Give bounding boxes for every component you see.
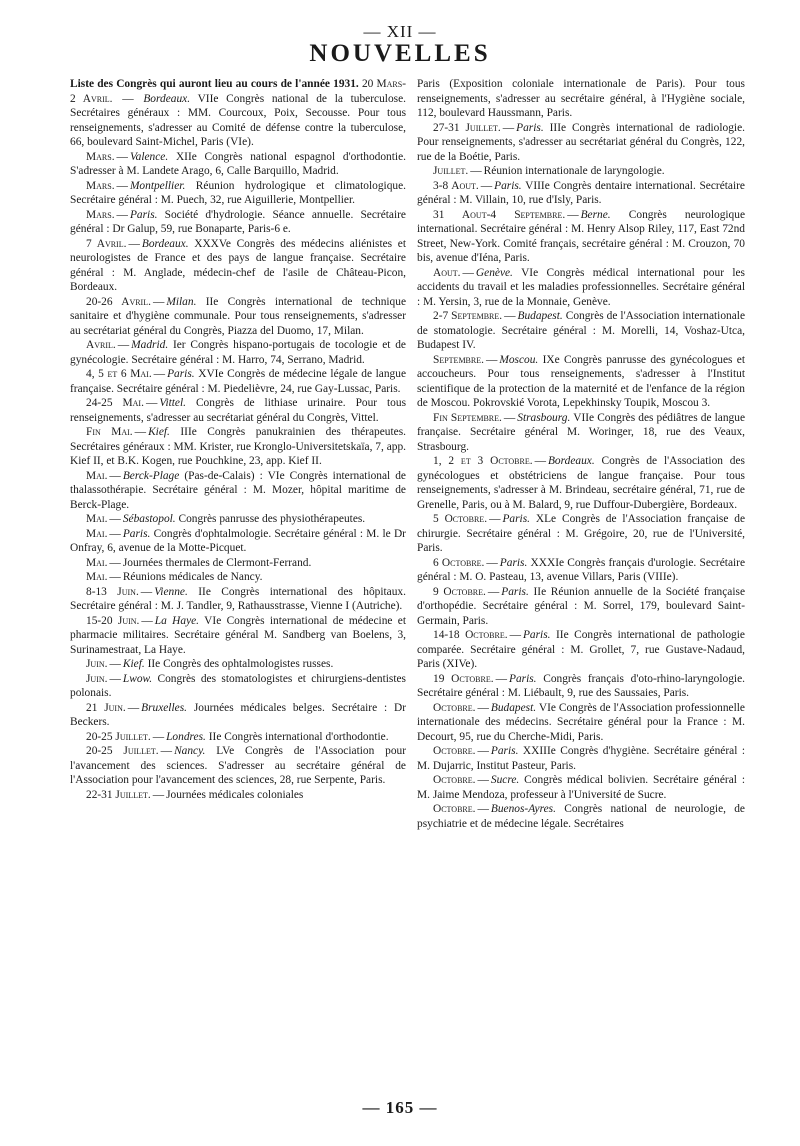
- separator: —: [160, 745, 173, 757]
- entry-city: Paris.: [129, 208, 158, 221]
- entry-text: Journées médicales belges. Secrétaire : Dr Beckers.: [70, 701, 406, 728]
- separator: —: [109, 527, 121, 540]
- entry-text: IIe Congrès des ophtalmologistes russes.: [147, 658, 334, 670]
- entry-text: Congrès panrusse des physiothérapeutes.: [178, 513, 366, 525]
- entry-city: Budapest.: [517, 310, 563, 322]
- separator: —: [153, 368, 166, 380]
- separator: —: [117, 339, 130, 351]
- congress-entry: [70, 657, 406, 672]
- congress-entry: [417, 802, 745, 831]
- entry-text: VIe Congrès médical international pour les accidents du travail et les maladies professionnelles. Secrétaire général : M. Yersin, 3, rue de la Monnaie, Genève.: [417, 266, 745, 308]
- entry-text: Congrès médical bolivien. Secrétaire général : M. Jaime Mendoza, professeur à l'Université de Sucre.: [417, 774, 745, 801]
- separator: —: [504, 310, 516, 322]
- entry-city: Madrid.: [131, 339, 169, 351]
- separator: —: [485, 353, 498, 366]
- entry-city: Kief.: [122, 658, 145, 670]
- entry-date: Fin Mai.: [86, 426, 133, 438]
- entry-date: 27-31 Juillet.: [433, 121, 501, 134]
- entry-date: Mai.: [86, 527, 108, 540]
- congress-entry: [70, 295, 406, 339]
- congress-entry: [417, 121, 745, 165]
- page-number: — 165 —: [362, 1098, 438, 1117]
- entry-text: VIe Congrès de l'Association professionnelle internationale des médecins. Secrétaire général pour la France : M. Decourt, 95, rue du Cherche-Midi, Paris.: [417, 701, 745, 743]
- entry-text: IIIe Congrès international de radiologie. Pour renseignements, s'adresser au secrétariat général du Congrès, 122, rue de la Boétie, Paris.: [417, 121, 745, 163]
- entry-text: LVe Congrès de l'Association pour l'avancement des sciences. S'adresser au secrétaire général de l'Association pour l'avancement des sciences, 28, rue Serpente, Paris.: [70, 745, 406, 786]
- congress-entry: [70, 338, 406, 367]
- congress-entry: [417, 701, 745, 745]
- congress-entry: [417, 454, 745, 512]
- entry-date: Avril.: [86, 339, 116, 351]
- congress-entry: [70, 150, 406, 179]
- entry-date: Juillet.: [433, 165, 469, 177]
- entry-date: 20 Mars-2 Avril.: [70, 78, 406, 105]
- congress-entry: [70, 179, 406, 208]
- entry-text: IIe Réunion annuelle de la Société française d'orthopédie. Secrétaire général : M. Sorrel, 179, boulevard Saint-Germain, Paris.: [417, 585, 745, 627]
- congress-entry: [70, 512, 406, 527]
- entry-text: XXXIe Congrès français d'urologie. Secrétaire général : M. O. Pasteau, 13, avenue Villars, Paris (VIIIe).: [417, 556, 746, 583]
- congress-entry: [417, 744, 745, 773]
- congress-entry: [70, 585, 406, 614]
- separator: —: [127, 701, 140, 714]
- entry-city: La Haye.: [154, 614, 200, 627]
- entry-city: Sébastopol.: [122, 513, 176, 525]
- separator: —: [152, 788, 165, 801]
- entry-city: Paris.: [167, 368, 195, 380]
- entry-date: 20-26 Avril.: [86, 295, 151, 308]
- separator: —: [477, 745, 489, 757]
- entry-city: Paris.: [494, 179, 522, 192]
- entry-city: Bruxelles.: [141, 701, 187, 714]
- entry-city: Londres.: [166, 730, 206, 743]
- separator: —: [116, 179, 128, 192]
- entry-text: VIe Congrès international de médecine et pharmacie militaires. Secrétaire général M. Sandberg van Boelens, 3, Surinamestraat, La Haye.: [70, 614, 407, 656]
- congress-entry: [70, 744, 406, 788]
- entry-city: Bordeaux.: [143, 92, 191, 105]
- entry-city: Paris.: [522, 629, 551, 641]
- separator: —: [109, 658, 121, 670]
- entry-text: IIe Congrès international de technique sanitaire et d'hygiène communale. Pour tous renseignements, s'adresser au secrétariat général du Congrès, Piazza del Duomo, 17, Milan.: [70, 295, 407, 337]
- entry-date: 31 Aout-4 Septembre.: [433, 208, 566, 221]
- entry-text: Congrès neurologique international. Secrétaire général : M. Henry Alsop Riley, 117, East 72nd Street, New-York. Comité français, secrétaire général : M. Crouzon, 70 bis, avenue d'Iéna, Paris.: [417, 208, 745, 264]
- separator: —: [140, 585, 153, 598]
- separator: —: [502, 121, 515, 134]
- entry-date: Octobre.: [433, 803, 476, 815]
- entry-text: Réunion internationale de laryngologie.: [483, 165, 665, 177]
- entry-text: XLe Congrès de l'Association française de chirurgie. Secrétaire général : M. Grégoire, 20, rue de l'Université, Paris.: [417, 513, 746, 554]
- entry-city: Bordeaux.: [141, 237, 189, 250]
- entry-date: 14-18 Octobre.: [433, 629, 508, 641]
- entry-date: Mars.: [86, 208, 115, 221]
- entry-text: IIIe Congrès panukrainien des thérapeutes. Secrétaires généraux : MM. Krister, rue Kronglo-Universitetskaïa, 7, app. Kief II, et B.K. Kogen, rue Pouchkine, 23, app. Kief II.: [70, 426, 406, 467]
- entry-text: Congrès de lithiase urinaire. Pour tous renseignements, s'adresser au secrétariat général du Congrès, Vittel.: [70, 397, 407, 424]
- entry-text: XVIe Congrès de médecine légale de langue française. Secrétaire général : M. Piedelièvre, 24, rue Gay-Lussac, Paris.: [70, 368, 407, 395]
- entry-text: IXe Congrès panrusse des gynécologues et accoucheurs. Pour tous renseignements, s'adresser à l'Institut scientifique de la protection de la maternité et de l'enfance de la région de Moscou. Pokrovskié Vorota, Lepekhinsky Toupik, Moscou 3.: [417, 353, 745, 409]
- congress-entry: [417, 411, 745, 455]
- entry-city: Paris.: [508, 672, 537, 685]
- entry-text: Congrès d'ophtalmologie. Secrétaire général : M. le Dr Onfray, 6, avenue de la Motte-Picquet.: [70, 527, 406, 554]
- entry-city: Paris.: [501, 585, 529, 598]
- entry-date: 21 Juin.: [86, 701, 126, 714]
- entry-date: Octobre.: [433, 701, 476, 714]
- congress-entry: [417, 266, 745, 310]
- congress-entry: [70, 672, 406, 701]
- entry-text: IIe Congrès international des hôpitaux. Secrétaire général : M. J. Tandler, 9, Rathausstrasse, Vienne I (Autriche).: [70, 585, 406, 612]
- congress-entry: [70, 208, 406, 237]
- entry-city: Strasbourg.: [517, 411, 571, 424]
- entry-text: XXIIIe Congrès d'hygiène. Secrétaire général : M. Dujarric, Institut Pasteur, Paris.: [417, 745, 745, 772]
- congress-entry: [70, 396, 406, 425]
- separator: —: [109, 556, 121, 569]
- entry-date: 8-13 Juin.: [86, 585, 139, 598]
- entry-city: Paris.: [499, 556, 528, 569]
- entry-date: 9 Octobre.: [433, 585, 486, 598]
- entry-date: Septembre.: [433, 353, 484, 366]
- entry-city: Bordeaux.: [547, 455, 595, 467]
- separator: —: [477, 774, 489, 786]
- separator: —: [116, 208, 128, 221]
- entry-date: 3-8 Aout.: [433, 179, 479, 192]
- entry-date: 1, 2 et 3 Octobre.: [433, 455, 533, 467]
- entry-city: Nancy.: [174, 745, 206, 757]
- right-column: [417, 77, 745, 831]
- congress-entry: [70, 425, 406, 469]
- congress-entry: [417, 179, 745, 208]
- entry-date: 7 Avril.: [86, 237, 127, 250]
- left-entry-list: [70, 150, 406, 803]
- congress-entry: [70, 570, 406, 585]
- entry-text: Journées médicales coloniales: [166, 788, 304, 801]
- separator: —: [509, 629, 521, 641]
- separator: —: [141, 614, 153, 627]
- entry-text: Ier Congrès hispano-portugais de tocologie et de gynécologie. Secrétaire général : M. Harro, 74, Serrano, Madrid.: [70, 339, 406, 366]
- separator: —: [503, 411, 516, 424]
- congress-entry: [70, 614, 406, 658]
- entry-text: Congrès français d'oto-rhino-laryngologie. Secrétaire général : M. Liébault, 9, rue des Saussaies, Paris.: [417, 672, 745, 699]
- entry-text: Congrès de l'Association des gynécologues et obstétriciens de langue française. Pour tous renseignements, s'adresser à M. Brindeau, secrétaire général, 71, rue de Grenelle, Paris, ou à M. Balard, 9, rue Duffour-Dubergière, Bordeaux.: [417, 455, 745, 511]
- separator: —: [109, 571, 121, 583]
- congress-entry: [417, 628, 745, 672]
- separator: —: [152, 295, 165, 308]
- entry-text: Réunion hydrologique et climatologique. Secrétaire général : M. Puech, 32, rue Aiguillerie, Montpellier.: [70, 179, 406, 206]
- entry-date: Aout.: [433, 266, 461, 279]
- separator: —: [489, 513, 501, 525]
- congress-entry: [417, 585, 745, 629]
- entry-date: Mai.: [86, 513, 108, 525]
- entry-date: 19 Octobre.: [433, 672, 494, 685]
- page-title: NOUVELLES: [309, 40, 491, 67]
- congress-entry: [70, 527, 406, 556]
- entry-date: Octobre.: [433, 745, 476, 757]
- congress-entry: [417, 208, 745, 266]
- congress-entry: [70, 788, 406, 803]
- entry-date: 5 Octobre.: [433, 513, 488, 525]
- congress-entry: [70, 469, 406, 513]
- congress-entry: [417, 512, 745, 556]
- congress-entry: [417, 773, 745, 802]
- entry-city: Vittel.: [159, 397, 187, 409]
- separator: —: [534, 455, 546, 467]
- left-column: [70, 77, 406, 802]
- congress-entry: [70, 730, 406, 745]
- entry-text: VIIe Congrès national de la tuberculose. Secrétaires généraux : MM. Courcoux, Poix, Secousse. Pour tous renseignements, s'adresser au Comité de défense contre la tuberculose, 66, boulevard Saint-Michel, Paris (VIe).: [70, 92, 406, 148]
- congress-entry: [417, 309, 745, 353]
- separator: —: [480, 179, 493, 192]
- intro-entry: [70, 77, 406, 150]
- entry-city: Paris.: [502, 513, 530, 525]
- entry-text: Congrès des stomatologistes et chirurgiens-dentistes polonais.: [70, 672, 406, 699]
- entry-city: Moscou.: [499, 353, 539, 366]
- congress-entry: [70, 701, 406, 730]
- entry-text: IIe Congrès international d'orthodontie.: [208, 730, 389, 743]
- separator: —: [495, 672, 507, 685]
- entry-date: Mai.: [86, 556, 108, 569]
- congress-entry: [70, 367, 406, 396]
- separator: —: [477, 803, 489, 815]
- entry-text: IIe Congrès international de pathologie comparée. Secrétaire général : M. Grollet, 7, rue Gustave-Nadaud, Paris (XIVe).: [417, 629, 745, 670]
- entry-date: Juin.: [86, 658, 108, 670]
- entry-date: Mars.: [86, 179, 115, 192]
- entry-city: Paris.: [122, 527, 151, 540]
- entry-text: XXXVe Congrès des médecins aliénistes et neurologistes de France et des pays de langue française. Secrétaire général : M. Anglade, médecin-chef de l'asile de Château-Picon, Bordeaux.: [70, 237, 406, 293]
- separator: —: [109, 469, 121, 482]
- separator: —: [477, 701, 489, 714]
- congress-entry: [417, 556, 745, 585]
- intro-heading: Liste des Congrès qui auront lieu au cours de l'année 1931.: [70, 78, 359, 90]
- separator: —: [470, 165, 482, 177]
- entry-date: Mai.: [86, 469, 108, 482]
- entry-city: Valence.: [129, 150, 169, 163]
- entry-date: 15-20 Juin.: [86, 614, 140, 627]
- congress-entry: [417, 353, 745, 411]
- separator: —: [128, 237, 140, 250]
- entry-text: VIIe Congrès des pédiâtres de langue française. Secrétaire général M. Woringer, 18, rue des Veaux, Strasbourg.: [417, 411, 745, 453]
- entry-city: Montpellier.: [129, 179, 186, 192]
- entry-city: Kief.: [148, 426, 170, 438]
- entry-date: 20-25 Juillet.: [86, 730, 151, 743]
- entry-date: Mai.: [86, 571, 108, 583]
- congress-entry: [70, 556, 406, 571]
- entry-text: Congrès national de neurologie, de psychiatrie et de médecine légale. Secrétaires: [417, 803, 745, 830]
- entry-date: Mars.: [86, 150, 115, 163]
- entry-city: Vienne.: [154, 585, 188, 598]
- entry-text: VIIIe Congrès dentaire international. Secrétaire général : M. Villain, 10, rue d'Isly, Paris.: [417, 179, 745, 206]
- entry-date: Juin.: [86, 672, 108, 685]
- entry-date: Fin Septembre.: [433, 411, 502, 424]
- continued-entry: Paris (Exposition coloniale internationale de Paris). Pour tous renseignements, s'adresser au secrétaire général, à l'Hygiène sociale, 112, boulevard Haussmann, Paris.: [417, 78, 745, 119]
- entry-date: 4, 5 et 6 Mai.: [86, 368, 152, 380]
- entry-city: Paris.: [516, 121, 544, 134]
- separator: —: [567, 208, 579, 221]
- separator: —: [487, 585, 500, 598]
- roman-page-number: — XII —: [363, 22, 437, 41]
- separator: —: [134, 426, 147, 438]
- entry-city: Sucre.: [490, 774, 520, 786]
- separator: —: [486, 556, 498, 569]
- separator: —: [152, 730, 165, 743]
- entry-city: Paris.: [490, 745, 519, 757]
- entry-date: 22-31 Juillet.: [86, 788, 151, 801]
- entry-text: Congrès de l'Association internationale de stomatologie. Secrétaire général : M. Morelli, 14, Voshaz-Utca, Budapest IV.: [417, 310, 745, 351]
- entry-date: 6 Octobre.: [433, 556, 485, 569]
- entry-text: Société d'hydrologie. Séance annuelle. Secrétaire général : Dr Galup, 59, rue Bonaparte, Paris-6 e.: [70, 208, 406, 235]
- separator: —: [462, 266, 474, 279]
- entry-city: Milan.: [166, 295, 197, 308]
- entry-date: Octobre.: [433, 774, 476, 786]
- congress-entry: [417, 164, 745, 179]
- entry-date: 24-25 Mai.: [86, 397, 144, 409]
- entry-city: Lwow.: [122, 672, 153, 685]
- right-entry-list: [417, 121, 745, 832]
- entry-text: (Pas-de-Calais) : VIe Congrès international de thalassothérapie. Secrétaire général : M. Mozer, hôpital maritime de Berck-Plage.: [70, 469, 406, 511]
- separator: —: [145, 397, 158, 409]
- entry-city: Buenos-Ayres.: [490, 803, 556, 815]
- entry-text: Journées thermales de Clermont-Ferrand.: [122, 556, 312, 569]
- congress-entry: [70, 237, 406, 295]
- entry-text: XIIe Congrès national espagnol d'orthodontie. S'adresser à M. Landete Arago, 6, Calle Barquillo, Madrid.: [70, 150, 406, 177]
- entry-city: Berck-Plage: [122, 469, 180, 482]
- separator: —: [109, 513, 121, 525]
- separator: —: [122, 92, 134, 105]
- entry-city: Budapest.: [490, 701, 537, 714]
- entry-date: 2-7 Septembre.: [433, 310, 503, 322]
- entry-city: Berne.: [580, 208, 611, 221]
- separator: —: [109, 672, 121, 685]
- separator: —: [116, 150, 128, 163]
- entry-city: Genève.: [475, 266, 513, 279]
- entry-date: 20-25 Juillet.: [86, 745, 159, 757]
- congress-entry: [417, 672, 745, 701]
- entry-text: Réunions médicales de Nancy.: [122, 571, 263, 583]
